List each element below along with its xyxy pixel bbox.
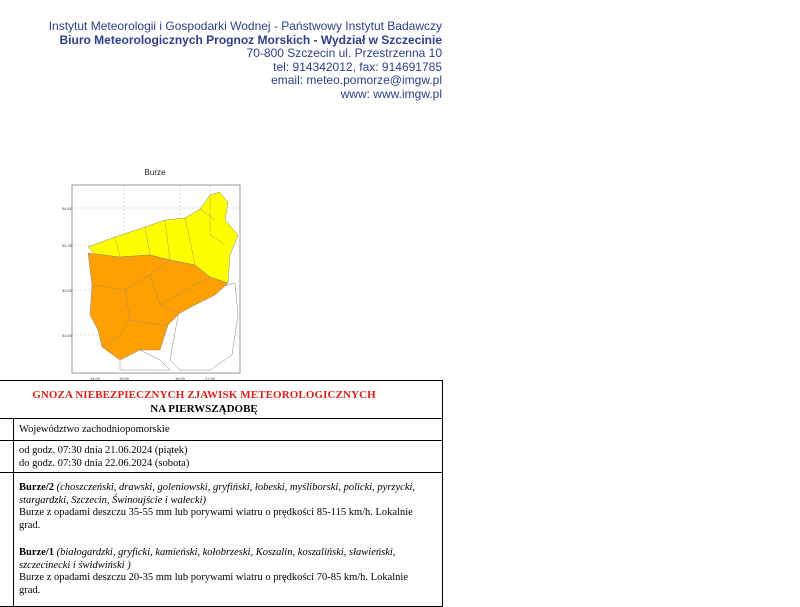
email: email: meteo.pomorze@imgw.pl <box>271 73 442 87</box>
validity-period <box>19 445 189 470</box>
warning-title: GNOZA NIEBEZPIECZNYCH ZJAWISK METEOROLOGICZNYCH <box>32 389 376 401</box>
level1-description-cont: grad. <box>19 584 41 596</box>
level1-block <box>19 547 437 597</box>
level1-description: Burze z opadami deszczu 20-35 mm lub porywami wiatru o prędkości 70-85 km/h. Lokalnie <box>19 572 408 583</box>
level2-block <box>19 482 437 532</box>
warning-map <box>60 165 250 385</box>
level2-counties-cont: stargardzki, Szczecin, Świnoujście i wałecki) <box>19 494 207 506</box>
address: 70-800 Szczecin ul. Przestrzenna 10 <box>246 46 442 60</box>
x-tick-label: 15.00 <box>119 376 130 381</box>
level2-label: Burze/2 <box>19 482 54 493</box>
phone-fax: tel: 914342012, fax: 914691785 <box>273 59 442 74</box>
level1-label: Burze/1 <box>19 547 54 558</box>
x-tick-label: 17.00 <box>205 376 216 381</box>
x-tick-label: 14.00 <box>90 376 101 381</box>
institute-name: Instytut Meteorologii i Gospodarki Wodnej - Państwowy Instytut Badawczy <box>48 19 442 33</box>
map-title: Burze <box>144 168 166 177</box>
region-text: Województwo zachodniopomorskie <box>19 424 170 435</box>
institute-header <box>49 20 442 101</box>
warning-subtitle: NA PIERWSZĄDOBĘ <box>150 403 258 415</box>
table-header-row <box>0 381 442 419</box>
x-tick-label: 16.00 <box>175 376 186 381</box>
y-tick-label: 54.60 <box>62 206 73 211</box>
y-tick-label: 54.30 <box>62 243 73 248</box>
website: www: www.imgw.pl <box>340 86 442 101</box>
validity-row <box>0 441 442 473</box>
valid-from: od godz. 07:30 dnia 21.06.2024 (piątek) <box>19 445 188 456</box>
valid-to: do godz. 07:30 dnia 22.06.2024 (sobota) <box>19 457 190 469</box>
level2-counties: (choszczeński, drawski, goleniowski, gryfiński, łobeski, myśliborski, policki, pyrzycki, <box>54 482 416 493</box>
level2-description: Burze z opadami deszczu 35-55 mm lub porywami wiatru o prędkości 85-115 km/h. Lokalnie <box>19 507 413 518</box>
y-tick-label: 53.50 <box>62 333 73 338</box>
phenomena-row <box>0 473 442 606</box>
region-row <box>0 419 442 441</box>
y-tick-label: 54.00 <box>62 288 73 293</box>
level2-description-cont: grad. <box>19 519 41 531</box>
office-name: Biuro Meteorologicznych Prognoz Morskich - Wydział w Szczecinie <box>59 32 442 47</box>
level1-counties: (białogardzki, gryficki, kamieński, kołobrzeski, Koszalin, koszaliński, sławieński, <box>54 547 396 558</box>
warning-table <box>0 380 443 607</box>
level1-counties-cont: szczecinecki i świdwiński ) <box>19 559 131 571</box>
map-svg <box>60 165 250 385</box>
